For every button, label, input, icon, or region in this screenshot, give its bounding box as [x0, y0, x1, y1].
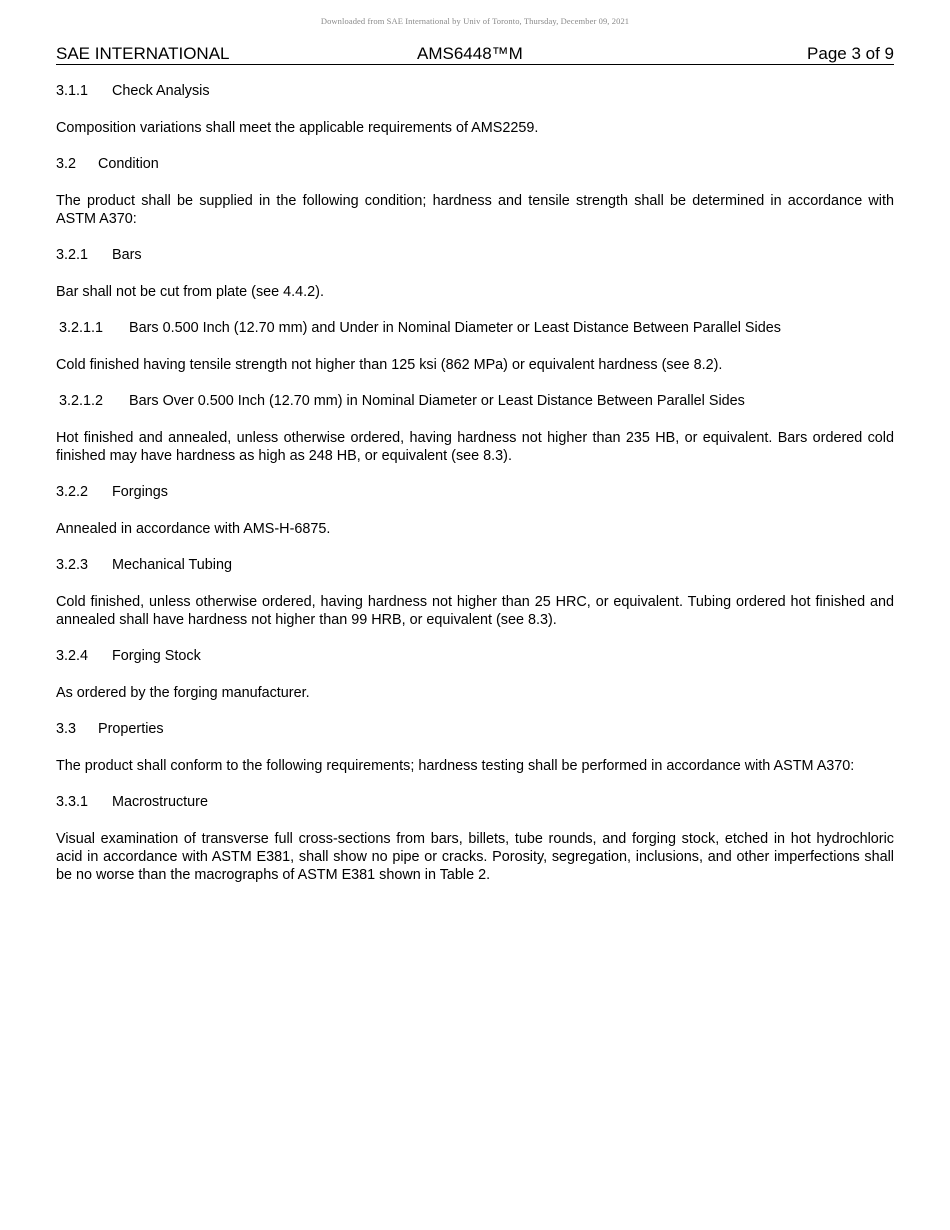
section-number: 3.1.1	[56, 83, 89, 99]
section-heading	[56, 155, 894, 173]
paragraph: Visual examination of transverse full cross-sections from bars, billets, tube rounds, and forging stock, etched in hot hydrochloric acid in accordance with ASTM E381, shall show no pipe or cracks. Porosity, segregation, inclusions, and other imperfections shall be no worse than the macrographs of ASTM E381 shown in Table 2.	[56, 830, 894, 883]
section-number: 3.2.3	[56, 557, 89, 573]
section-number: 3.2.2	[56, 484, 89, 500]
section-title: Macrostructure	[112, 794, 208, 810]
download-watermark: Downloaded from SAE International by Univ of Toronto, Thursday, December 09, 2021	[320, 16, 630, 26]
section-title: Bars 0.500 Inch (12.70 mm) and Under in Nominal Diameter or Least Distance Between Parallel Sides	[129, 320, 781, 336]
paragraph: Hot finished and annealed, unless otherwise ordered, having hardness not higher than 235 HB, or equivalent. Bars ordered cold finished may have hardness as high as 248 HB, or equivalent (see 8.3).	[56, 429, 894, 464]
section-heading	[56, 556, 894, 574]
section-title: Mechanical Tubing	[112, 557, 232, 573]
paragraph: The product shall conform to the following requirements; hardness testing shall be performed in accordance with ASTM A370:	[56, 757, 855, 774]
section-title: Bars	[112, 247, 142, 263]
paragraph: Annealed in accordance with AMS-H-6875.	[56, 520, 331, 537]
section-number: 3.2.1.2	[59, 393, 104, 409]
section-heading	[56, 82, 894, 100]
section-number: 3.3.1	[56, 794, 89, 810]
paragraph: Bar shall not be cut from plate (see 4.4.2).	[56, 283, 324, 300]
section-title: Properties	[98, 721, 164, 737]
section-title: Condition	[98, 156, 159, 172]
section-heading	[56, 392, 894, 410]
section-heading	[56, 793, 894, 811]
section-heading	[56, 246, 894, 264]
section-title: Check Analysis	[112, 83, 210, 99]
paragraph: Cold finished, unless otherwise ordered, having hardness not higher than 25 HRC, or equivalent. Tubing ordered hot finished and annealed shall have hardness not higher than 99 HRB, or equivalent (see 8.3).	[56, 593, 894, 628]
section-number: 3.2.1.1	[59, 320, 104, 336]
section-title: Forging Stock	[112, 648, 201, 664]
paragraph: The product shall be supplied in the following condition; hardness and tensile strength shall be determined in accordance with ASTM A370:	[56, 192, 894, 227]
page-header	[56, 44, 894, 65]
section-number: 3.3	[56, 721, 77, 737]
section-heading	[56, 720, 894, 738]
section-heading	[56, 647, 894, 665]
paragraph: Cold finished having tensile strength not higher than 125 ksi (862 MPa) or equivalent hardness (see 8.2).	[56, 356, 723, 373]
section-heading	[56, 483, 894, 501]
section-number: 3.2.1	[56, 247, 89, 263]
header-page-number: Page 3 of 9	[807, 44, 894, 63]
header-organization: SAE INTERNATIONAL	[56, 44, 230, 63]
section-number: 3.2	[56, 156, 77, 172]
section-title: Bars Over 0.500 Inch (12.70 mm) in Nominal Diameter or Least Distance Between Parallel Sides	[129, 393, 745, 409]
section-number: 3.2.4	[56, 648, 89, 664]
section-title: Forgings	[112, 484, 168, 500]
header-document-id: AMS6448™M	[417, 44, 523, 63]
section-heading	[56, 319, 894, 337]
document-body	[56, 82, 894, 884]
paragraph: Composition variations shall meet the applicable requirements of AMS2259.	[56, 119, 539, 136]
paragraph: As ordered by the forging manufacturer.	[56, 684, 310, 701]
